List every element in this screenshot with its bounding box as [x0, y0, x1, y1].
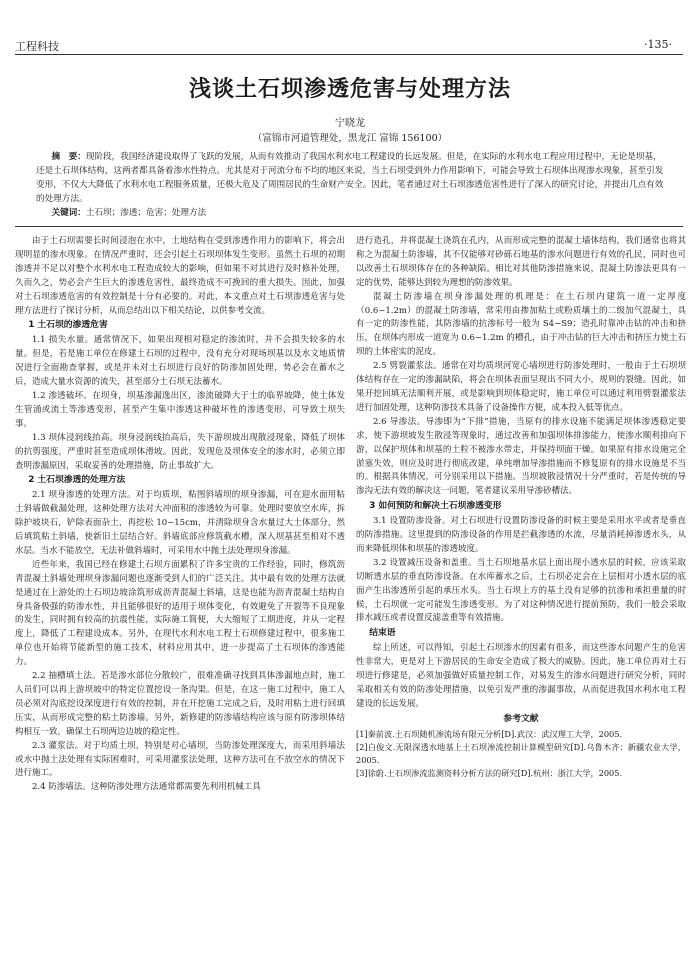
page-number: ·135· — [644, 38, 672, 51]
header-rule — [15, 54, 683, 55]
body-paragraph: 2.6 导渗法。导渗即为“下排”措施，当原有的排水设施不能满足坝体渗透稳定要求，使下游坝坡发生散浸等现象时，通过改善和加强坝体排渗能力，使渗水顺利排向下游，以保护坝体和坝基的土粒不被渗水带走，并保持坝面干燥。如果原有排水设施完全淤塞失效，则应及时进行彻底改建，单纯增加导渗措施而不修复原有的排水设施是不当的。根据具体情况，可分别采用以下措施。当坝坡散浸情况十分严重时，若是传统的导渗沟无法有效的解决这一问题，笔者建议采用导渗砂槽法。 — [356, 416, 686, 497]
body-paragraph: 2.3 灌浆法。对于均质土坝，特别是对心墙坝，当防渗处理深度大，而采用斜墙法或水中抛土法处理有实际困难时，可采用灌浆法处理，这种方法可在不放空水的情况下进行施工。 — [15, 740, 345, 779]
reference-item: [2]白俊文.无限深透水地基上土石坝渗流控制计算模型研究[D].乌鲁木齐：新疆农业大学，2005. — [356, 741, 686, 765]
right-column — [356, 235, 686, 780]
body-paragraph: 2.1 坝身渗透的处理方法。对于均质坝，粘图斜墙坝的坝身渗漏，可在迎水面用粘土斜墙做截漏处理，这种处理方法对大冲面积的渗透较为可靠。处理时要放空水库，拆除护坡块石，铲除表面杂土，再挖松 10~15cm，并清除坝身含水量过大土体部分，然后填筑粘土斜墙，使新旧土层结合好。斜墙底部应修筑截水槽，深入坝基甚至相对不透水层。当水不能放空，无法补做斜墙时，可采用水中抛土法处理坝身渗漏。 — [15, 490, 345, 556]
abstract-label: 摘 要： — [51, 152, 86, 162]
section-heading: 参考文献 — [503, 713, 539, 724]
reference-item: [3]徐蔚.土石坝渗流监测资料分析方法的研究[D].杭州：浙江大学，2005. — [356, 767, 623, 778]
journal-section-label: 工程科技 — [15, 40, 59, 53]
body-paragraph: 3.2 设置减压设备和盖重。当土石坝地基水层上面出现小透水层的时候，应该采取切断透水层的垂直防渗设备。在水库蓄水之后，土石坝必定会在上层相对小透水层的底面产生出渗透所引起的承压水头。当土石坝上方的基土没有足够的抗渗和承担重量的时候，土石坝就一定可能发生渗透变形。为了对这种情况进行提前预防，我们一般会采取排水减压或者设置反滤盖重等有效措施。 — [356, 557, 686, 624]
keywords-label: 关键词： — [51, 208, 86, 218]
body-paragraph: 2.2 抽槽填土法。若是渗水部位分散较广，很难准确寻找到具体渗漏地点时，施工人员们可以再上游坝坡中的特定位置挖设一条沟渠。但是，在这一施工过程中，施工人员必须对沟底挖设深度进行有效的控制，并在开挖施工完成之后，及时用粘土进行回填压实，从而形成完整的粘土防渗墙。另外，新修建的防渗墙结构应该与原有防渗坝体结构相互一致，确保土石坝两边边坡的稳定性。 — [15, 671, 345, 737]
abstract-paragraph — [36, 150, 666, 206]
abstract-text: 现阶段，我国经济建设取得了飞跃的发展，从而有效推动了我国水利水电工程建设的长远发展。但是，在实际的水利水电工程应用过程中，无论是坝基，还是土石坝体结构，这两者都具备着渗水性特点。尤其是对于河流分布不均的地区来说，当土石坝受到外力作用影响下，可能会导致土石坝体出现渗水现象，甚至引发变形，不仅大大降低了水利水电工程服务质量，还极大危及了周围居民的生命财产安全。因此，笔者通过对土石坝渗透危害性进行了深入的研究讨论，并提出几点有效的处理方法。 — [36, 152, 664, 204]
left-column — [15, 235, 345, 795]
body-paragraph: 1.2 渗透破坏。在坝身，坝基渗漏逸出区，渗流破降大于土的临界坡降，使土体发生管涌或流土等渗透变形，甚至产生集中渗透这种破坏性的渗透变形，可导致土坝失事。 — [15, 390, 345, 429]
body-paragraph: 1.3 坝体浸润线抬高。坝身浸润线抬高后，失下游坝坡出现散浸现象，降低了坝体的抗剪强度，严重时甚至造成坝体滑坡。因此，发现危及坝体安全的渗水时，必须立即查明渗漏原因，采取妥善的处理措施，防止事故扩大。 — [15, 432, 345, 471]
article-affiliation: （富锦市河道管理处，黑龙江 富锦 156100） — [252, 133, 448, 144]
body-paragraph: 由于土石坝需要长时间浸泡在水中，土地结构在受到渗透作用力的影响下，将会出现明显的渗水现象。在情况严重时，还会引起土石坝坝体发生变形。虽然土石坝的初期渗透并不足以对整个水利水电工程造成较大的影响，但如果不对其进行及时修补处理，久而久之，势必会产生巨大的渗透危害性，最终造成不可挽回的重大损失。因此，加强对土石坝渗透危害的有效控制是十分有必要的。对此，本文重点对土石坝渗透危害与处理方法进行了探讨分析，从而总结出以下相关结论，以供参考交流。 — [15, 236, 345, 316]
body-paragraph: 混凝土防渗墙在坝身渗漏处理的机理是：在土石坝内建筑一道一定厚度（0.6~1.2m）的混凝土防渗墙，常采用由掺加粘土或粉质壤土的二级加气混凝土，具有一定的防渗性能，其防渗墙的抗渗标号一般为 S4~S9；造孔时靠冲击钻的冲击和挤压，在坝体内形成一道宽为 0.6~1.2m 的槽孔，由于冲击钻的巨大冲击和挤压力使土石坝的土体密实的泥皮。 — [356, 291, 686, 358]
section-heading: 3 如何预防和解决土石坝渗透变形 — [369, 501, 502, 512]
body-paragraph: 1.1 损失水量。通常情况下，如果出现相对稳定的渗流时，并不会损失较多的水量。但是，若是施工单位在修建土石坝的过程中，没有充分对现场坝基以及水文地质情况进行全面勘查掌握，或是并未对土石坝进行良好的防渗加固处理，势必会在蓄水之后，造成大量水资源的流失，甚至部分土石坝无法蓄水。 — [15, 335, 345, 388]
keywords-text: 土石坝；渗透；危害；处理方法 — [85, 208, 207, 218]
body-paragraph: 综上所述，可以得知，引起土石坝渗水的因素有很多，而这些渗水问题产生的危害性非常大，更是对上下游居民的生命安全造成了极大的威胁。因此，施工单位再对土石坝进行修建是，必须加强做好质量控制工作，对易发生的渗水问题进行研究分析，同时采取相关有效的防渗处理措施，以免引发严重的渗漏事故，从而促进我国水利水电工程建设的长远发展。 — [356, 643, 686, 709]
section-heading: 结束语 — [369, 628, 396, 639]
article-title: 浅谈土石坝渗透危害与处理方法 — [188, 77, 511, 102]
section-heading: 1 土石坝的渗透危害 — [28, 320, 108, 331]
body-paragraph: 2.5 劈裂灌浆法。通常在对均质坝河宽心墙坝进行防渗处理时，一般由于土石坝坝体结构存在一定的渗漏缺陷，将会在坝体表面呈现出不同大小，规则的裂缝。因此，如果开挖回填无法顺利开展，或是影响到坝体稳定时，施工单位可以通过利用劈裂灌浆法进行加固处理，这种防渗技术具备了设备操作方便，成本投入低等优点。 — [356, 361, 686, 413]
reference-item: [1]秦前波.土石坝随机渗流场有限元分析[D].武汉：武汉理工大学，2005. — [356, 728, 623, 739]
article-author: 宁晓龙 — [335, 118, 365, 129]
body-paragraph: 3.1 设置防渗设备。对土石坝进行设置防渗设备的时候主要是采用水平或者是垂直的防渗措施。这里提到的防渗设备的作用是拦截渗透的水流，尽量消耗掉渗透水头，从而来降低坝体和坝基的渗透坡度。 — [356, 516, 686, 554]
abstract-block — [36, 150, 666, 220]
body-paragraph: 2.4 防渗墙法。这种防渗处理方法通常都需要先利用机械工具 — [32, 782, 261, 793]
keywords-paragraph — [36, 206, 666, 220]
body-paragraph: 进行造孔，并将混凝土浇筑在孔内，从而形成完整的混凝土墙体结构，我们通常也将其称之为混凝土防渗墙，其不仅能够对砂砾石地基的渗水问题进行有效的孔民，同时也可以改善土石坝坝体存在的各种缺陷。相比对其他防渗措施来说，混凝土防渗法更具有一定的优势，能够达到较为理想的防渗效果。 — [356, 236, 686, 288]
body-paragraph: 近些年来，我国已经在修建土石坝方面累积了许多宝贵的工作经验，同时，修筑沥青混凝土斜墙处理坝身渗漏问题也逐渐受到人们的广泛关注。其中最有效的处理方法就是通过在上游处的土石坝边坡涂筑形成沥青混凝土斜墙，这是也能为沥青混凝土结构自身具备极强的防渗水性，并且能够很好的适用于坝体变化，有效避免了开裂等不良现象的发生，同时拥有较高的抗震性能，实际施工简便，大大缩短了工期进度，并从一定程度上，降低了工程建设成本。另外，在现代水利水电工程土石坝修建过程中，很多施工单位也开始将节能新型的施工技术，材料应用其中，进一步提高了土石坝体的渗透能力。 — [15, 559, 345, 668]
section-heading: 2 土石坝渗透的处理方法 — [28, 475, 126, 486]
abstract-rule — [15, 226, 683, 227]
